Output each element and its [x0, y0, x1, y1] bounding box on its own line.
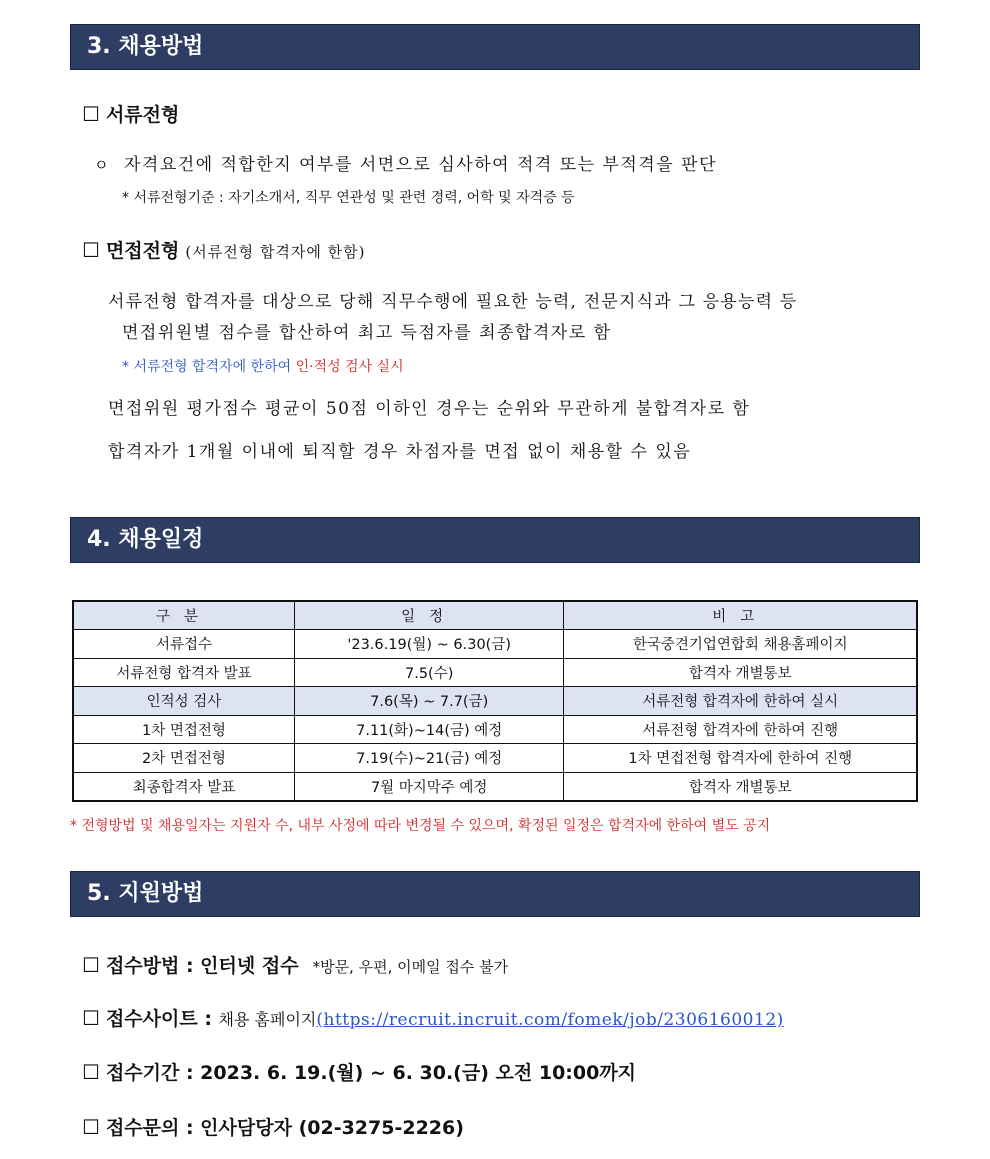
- doc-screening-note: * 서류전형기준 : 자기소개서, 직무 연관성 및 관련 경력, 어학 및 자격증 등: [122, 190, 575, 206]
- table-row: [73, 687, 917, 716]
- checkbox-icon: ☐: [82, 102, 100, 126]
- table-row: [73, 744, 917, 773]
- section-3-title: 3. 채용방법: [70, 24, 920, 70]
- interview-line-1a: 서류전형 합격자를 대상으로 당해 직무수행에 필요한 능력, 전문지식과 그 응용능력 등: [108, 292, 798, 312]
- schedule-note: * 전형방법 및 채용일자는 지원자 수, 내부 사정에 따라 변경될 수 있으며, 확정된 일정은 합격자에 한하여 별도 공지: [70, 818, 771, 834]
- table-row: [73, 658, 917, 687]
- cell-schedule: 7.6(목) ~ 7.7(금): [294, 687, 564, 716]
- recruit-site-link[interactable]: (https://recruit.incruit.com/fomek/job/2306160012): [316, 1010, 784, 1030]
- cell-remarks: 합격자 개별통보: [564, 658, 917, 687]
- cell-schedule: 7.11(화)~14(금) 예정: [294, 715, 564, 744]
- table-header-row: [73, 601, 917, 630]
- cell-remarks: 1차 면접전형 합격자에 한하여 진행: [564, 744, 917, 773]
- interview-line-1b: 면접위원별 점수를 합산하여 최고 득점자를 최종합격자로 함: [122, 323, 612, 343]
- cell-schedule: 7.19(수)~21(금) 예정: [294, 744, 564, 773]
- checkbox-icon: ☐: [82, 953, 100, 977]
- cell-schedule: '23.6.19(월) ~ 6.30(금): [294, 630, 564, 659]
- section-5-title: 5. 지원방법: [70, 871, 920, 917]
- interview-note: * 서류전형 합격자에 한하여 인·적성 검사 실시: [122, 359, 404, 375]
- cell-category: 인적성 검사: [73, 687, 294, 716]
- apply-contact: ☐ 접수문의 : 인사담당자 (02-3275-2226): [82, 1115, 464, 1139]
- cell-category: 최종합격자 발표: [73, 772, 294, 801]
- header-schedule: 일정: [294, 601, 564, 630]
- cell-category: 서류접수: [73, 630, 294, 659]
- apply-site: ☐ 접수사이트 : 채용 홈페이지(https://recruit.incruit.com/fomek/job/2306160012): [82, 1006, 784, 1030]
- cell-remarks: 서류전형 합격자에 한하여 진행: [564, 715, 917, 744]
- table-row: [73, 772, 917, 801]
- interview-line-2: 면접위원 평가점수 평균이 50점 이하인 경우는 순위와 무관하게 불합격자로 함: [108, 399, 751, 419]
- section-4-title: 4. 채용일정: [70, 517, 920, 563]
- header-category: 구분: [73, 601, 294, 630]
- interview-heading: ☐ 면접전형 (서류전형 합격자에 한함): [82, 238, 366, 262]
- cell-remarks: 한국중견기업연합회 채용홈페이지: [564, 630, 917, 659]
- table-row: [73, 630, 917, 659]
- apply-method: ☐ 접수방법 : 인터넷 접수 *방문, 우편, 이메일 접수 불가: [82, 953, 509, 977]
- schedule-table: [72, 600, 918, 802]
- checkbox-icon: ☐: [82, 1006, 100, 1030]
- cell-category: 2차 면접전형: [73, 744, 294, 773]
- doc-screening-line: ㅇ 자격요건에 적합한지 여부를 서면으로 심사하여 적격 또는 부적격을 판단: [94, 155, 717, 175]
- checkbox-icon: ☐: [82, 238, 100, 262]
- doc-screening-heading: ☐ 서류전형: [82, 102, 180, 126]
- apply-period: ☐ 접수기간 : 2023. 6. 19.(월) ~ 6. 30.(금) 오전 10:00까지: [82, 1060, 637, 1084]
- interview-line-3: 합격자가 1개월 이내에 퇴직할 경우 차점자를 면접 없이 채용할 수 있음: [108, 442, 692, 462]
- bullet-icon: ㅇ: [94, 156, 110, 174]
- checkbox-icon: ☐: [82, 1060, 100, 1084]
- table-row: [73, 715, 917, 744]
- cell-category: 1차 면접전형: [73, 715, 294, 744]
- header-remarks: 비고: [564, 601, 917, 630]
- checkbox-icon: ☐: [82, 1115, 100, 1139]
- cell-remarks: 합격자 개별통보: [564, 772, 917, 801]
- cell-schedule: 7월 마지막주 예정: [294, 772, 564, 801]
- cell-category: 서류전형 합격자 발표: [73, 658, 294, 687]
- cell-remarks: 서류전형 합격자에 한하여 실시: [564, 687, 917, 716]
- cell-schedule: 7.5(수): [294, 658, 564, 687]
